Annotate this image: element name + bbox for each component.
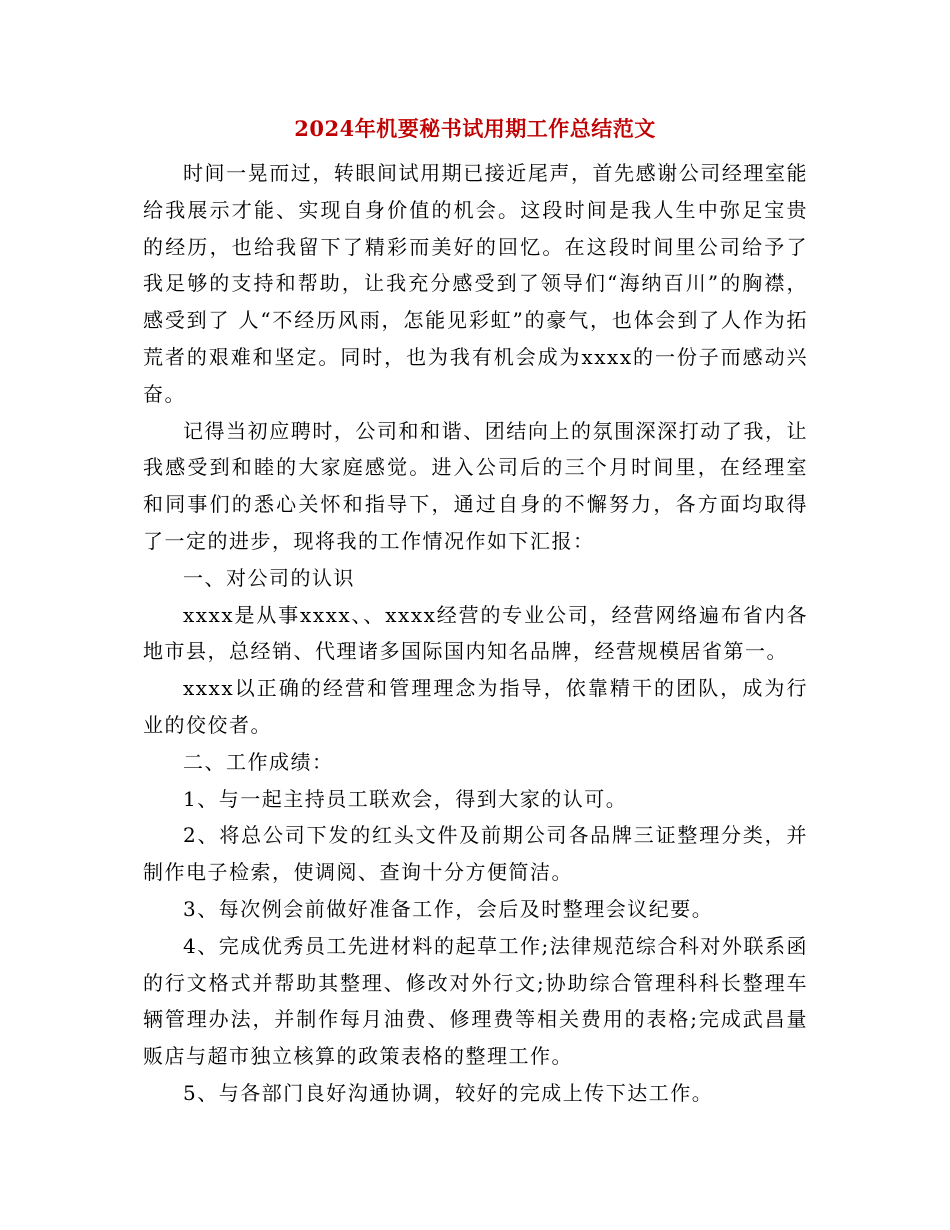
document-title: 2024年机要秘书试用期工作总结范文 xyxy=(294,116,656,141)
list-item-achievement-1: 1、与一起主持员工联欢会，得到大家的认可。 xyxy=(183,786,628,811)
paragraph-intro: 时间一晃而过，转眼间试用期已接近尾声，首先感谢公司经理室能给我展示才能、实现自身价值的机会。这段时间是我人生中弥足宝贵的经历，也给我留下了精彩而美好的回忆。在这段时间里公司给予了我足够的支持和帮助，让我充分感受到了领导们“海纳百川”的胸襟，感受到了 人“不经历风雨，怎能见彩虹”的豪气，也体会到了人作为拓荒者的艰难和坚定。同时，也为我有机会成为xxxx的一份子而感动兴奋。 xyxy=(143,161,808,406)
list-item-achievement-2: 2、将总公司下发的红头文件及前期公司各品牌三证整理分类，并制作电子检索，使调阅、查询十分方便简洁。 xyxy=(143,823,808,885)
list-item-achievement-5: 5、与各部门良好沟通协调，较好的完成上传下达工作。 xyxy=(183,1080,714,1105)
paragraph-company-philosophy: xxxx以正确的经营和管理理念为指导，依靠精干的团队，成为行业的佼佼者。 xyxy=(143,676,808,737)
document-body xyxy=(143,155,808,1112)
section-heading-company: 一、对公司的认识 xyxy=(183,565,355,590)
list-item-achievement-4: 4、完成优秀员工先进材料的起草工作;法律规范综合科对外联系函的行文格式并帮助其整理、修改对外行文;协助综合管理科科长整理车辆管理办法，并制作每月油费、修理费等相关费用的表格;完成武昌量贩店与超市独立核算的政策表格的整理工作。 xyxy=(143,933,808,1069)
list-item-achievement-3: 3、每次例会前做好准备工作，会后及时整理会议纪要。 xyxy=(183,896,714,921)
paragraph-company-business: xxxx是从事xxxx、、xxxx经营的专业公司，经营网络遍布省内各地市县，总经销、代理诸多国际国内知名品牌，经营规模居省第一。 xyxy=(143,602,808,664)
section-heading-achievements: 二、工作成绩： xyxy=(183,749,334,774)
paragraph-recall: 记得当初应聘时，公司和和谐、团结向上的氛围深深打动了我，让我感受到和睦的大家庭感觉。进入公司后的三个月时间里，在经理室和同事们的悉心关怀和指导下，通过自身的不懈努力，各方面均取得了一定的进步，现将我的工作情况作如下汇报： xyxy=(143,418,808,553)
